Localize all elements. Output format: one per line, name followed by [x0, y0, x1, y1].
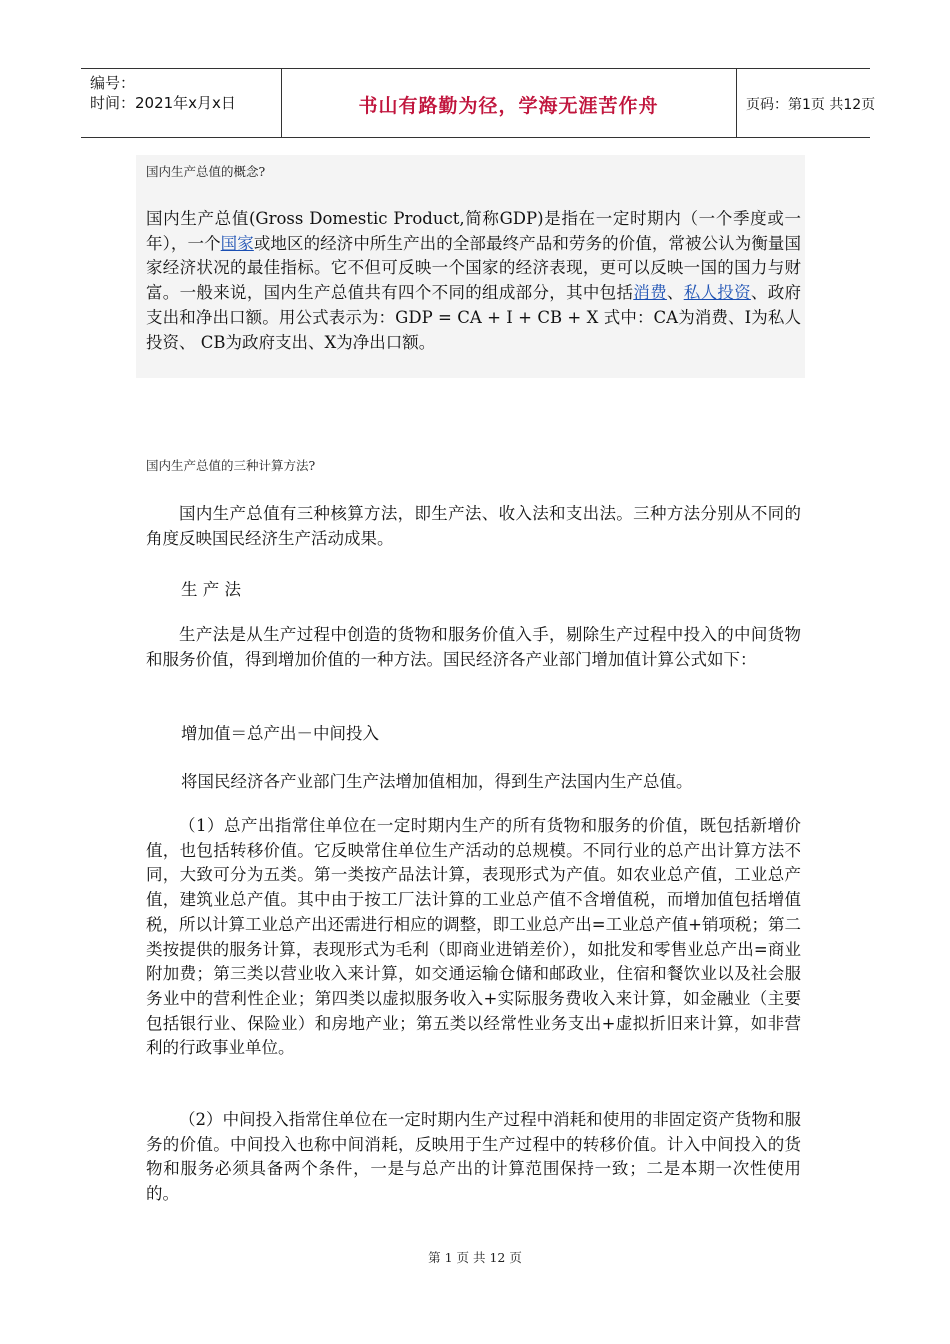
value-added-formula: 增加值＝总产出－中间投入 [181, 724, 379, 743]
document-number-label: 编号： [90, 74, 136, 92]
header-page-cell [737, 69, 876, 137]
header-motto-cell [281, 69, 737, 137]
page-header [81, 68, 876, 138]
gdp-sum-statement: 将国民经济各产业部门生产法增加值相加，得到生产法国内生产总值。 [181, 772, 693, 791]
total-output-paragraph: （1）总产出指常住单位在一定时期内生产的所有货物和服务的价值，既包括新增价值，也包括转移价值。它反映常住单位生产活动的总规模。不同行业的总产出计算方法不同，大致可分为五类。第一类按产品法计算，表现形式为产值。如农业总产值，工业总产值，建筑业总产值。其中由于按工厂法计算的工业总产值不含增值税，而增加值包括增值税，所以计算工业总产出还需进行相应的调整，即工业总产出=工业总产值+销项税；第二类按提供的服务计算，表现形式为毛利（即商业进销差价），如批发和零售业总产出=商业附加费；第三类以营业收入来计算，如交通运输仓储和邮政业，住宿和餐饮业以及社会服务业中的营利性企业；第四类以虚拟服务收入+实际服务费收入来计算，如金融业（主要包括银行业、保险业）和房地产业；第五类以经常性业务支出+虚拟折旧来计算，如非营利的行政事业单位。 [146, 816, 801, 1058]
link-consumption[interactable]: 消费 [633, 283, 667, 303]
methods-intro: 国内生产总值有三种核算方法，即生产法、收入法和支出法。三种方法分别从不同的角度反映国民经济生产活动成果。 [146, 504, 801, 548]
link-private-investment[interactable]: 私人投资 [683, 283, 751, 303]
header-page-info: 页码：第1页 共12页 [746, 97, 876, 113]
definition-text-d: 、政府支出和净出口额。用公式表示为：GDP = CA + I + CB + X 式中：CA为消费、I为私人投资、 CB为政府支出、X为净出口额。 [146, 283, 802, 352]
page-footer: 第 1 页 共 12 页 [428, 1250, 522, 1265]
document-date: 时间：2021年x月x日 [90, 94, 236, 112]
definition-text-c: 、 [666, 283, 684, 303]
section2-heading: 国内生产总值的三种计算方法? [146, 458, 316, 473]
gdp-definition-paragraph [146, 207, 801, 355]
header-motto: 书山有路勤为径，学海无涯苦作舟 [358, 95, 659, 117]
definition-text-b: 或地区的经济中所生产出的全部最终产品和劳务的价值，常被公认为衡量国家经济状况的最佳指标。它不但可反映一个国家的经济表现，更可以反映一国的国力与财富。一般来说，国内生产总值共有四个不同的组成部分，其中包括 [146, 233, 802, 303]
link-country[interactable]: 国家 [220, 233, 254, 253]
definition-text-a: 国内生产总值(Gross Domestic Product,简称GDP)是指在一定时期内（一个季度或一年），一个 [146, 209, 801, 253]
production-method-title: 生 产 法 [181, 580, 241, 599]
production-method-description: 生产法是从生产过程中创造的货物和服务价值入手，剔除生产过程中投入的中间货物和服务价值，得到增加价值的一种方法。国民经济各产业部门增加值计算公式如下： [146, 625, 801, 669]
header-meta [81, 69, 282, 137]
section1-heading: 国内生产总值的概念? [146, 164, 266, 179]
intermediate-input-paragraph: （2）中间投入指常住单位在一定时期内生产过程中消耗和使用的非固定资产货物和服务的价值。中间投入也称中间消耗，反映用于生产过程中的转移价值。计入中间投入的货物和服务必须具备两个条件，一是与总产出的计算范围保持一致；二是本期一次性使用的。 [146, 1110, 801, 1204]
